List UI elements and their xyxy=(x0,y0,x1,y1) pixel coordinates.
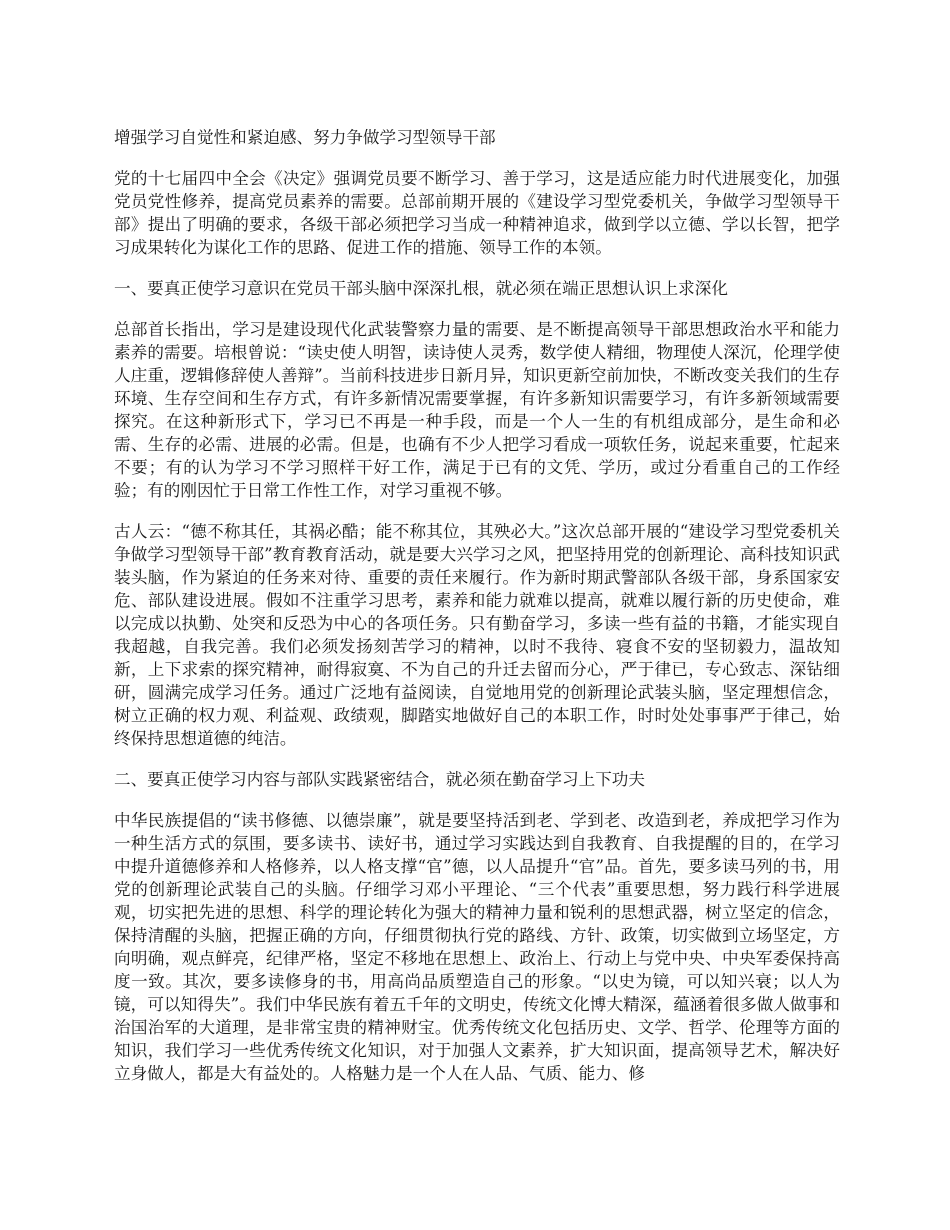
body-paragraph: 总部首长指出，学习是建设现代化武装警察力量的需要、是不断提高领导干部思想政治水平和能力素养的需要。培根曾说：“读史使人明智，读诗使人灵秀，数学使人精细，物理使人深沉，伦理学使人庄重，逻辑修辞使人善辩”。当前科技进步日新月异，知识更新空前加快，不断改变关我们的生存环境、生存空间和生存方式，有许多新情况需要掌握，有许多新知识需要学习，有许多新领域需要探究。在这种新形式下，学习已不再是一种手段，而是一个人一生的有机组成部分，是生命和必需、生存的必需、进展的必需。但是，也确有不少人把学习看成一项软任务，说起来重要，忙起来不要；有的认为学习不学习照样干好工作，满足于已有的文凭、学历，或过分看重自己的工作经验；有的刚因忙于日常工作性工作，对学习重视不够。 xyxy=(114,320,840,500)
body-paragraph: 中华民族提倡的“读书修德、以德崇廉”，就是要坚持活到老、学到老、改造到老，养成把学习作为一种生活方式的氛围，要多读书、读好书，通过学习实践达到自我教育、自我提醒的目的，在学习中提升道德修养和人格修养，以人格支撑“官”德，以人品提升“官”品。首先，要多读马列的书，用党的创新理论武装自己的头脑。仔细学习邓小平理论、“三个代表”重要思想，努力践行科学进展观，切实把先进的思想、科学的理论转化为强大的精神力量和锐利的思想武器，树立坚定的信念，保持清醒的头脑，把握正确的方向，仔细贯彻执行党的路线、方针、政策，切实做到立场坚定，方向明确，观点鲜亮，纪律严格，坚定不移地在思想上、政治上、行动上与党中央、中央军委保持高度一致。其次，要多读修身的书，用高尚品质塑造自己的形象。“以史为镜，可以知兴衰；以人为镜，可以知得失”。我们中华民族有着五千年的文明史，传统文化博大精深，蕴涵着很多做人做事和治国治军的大道理，是非常宝贵的精神财宝。优秀传统文化包括历史、文学、哲学、伦理等方面的知识，我们学习一些优秀传统文化知识，对于加强人文素养，扩大知识面，提高领导艺术，解决好立身做人，都是大有益处的。人格魅力是一个人在人品、气质、能力、修 xyxy=(114,811,840,1083)
section-heading-2: 二、要真正使学习内容与部队实践紧密结合，就必须在勤奋学习上下功夫 xyxy=(114,770,645,789)
document-page xyxy=(114,126,840,1103)
intro-paragraph: 党的十七届四中全会《决定》强调党员要不断学习、善于学习，这是适应能力时代进展变化，加强党员党性修养，提高党员素养的需要。总部前期开展的《建设学习型党委机关，争做学习型领导干部》提出了明确的要求，各级干部必须把学习当成一种精神追求，做到学以立德、学以长智，把学习成果转化为谋化工作的思路、促进工作的措施、领导工作的本领。 xyxy=(114,169,840,257)
document-title: 增强学习自觉性和紧迫感、努力争做学习型领导干部 xyxy=(114,128,496,147)
body-paragraph: 古人云：“德不称其任，其祸必酷；能不称其位，其殃必大。”这次总部开展的“建设学习型党委机关争做学习型领导干部”教育教育活动，就是要大兴学习之风，把坚持用党的创新理论、高科技知识武装头脑，作为紧迫的任务来对待、重要的责任来履行。作为新时期武警部队各级干部，身系国家安危、部队建设进展。假如不注重学习思考，素养和能力就难以提高，就难以履行新的历史使命，难以完成以执勤、处突和反恐为中心的各项任务。只有勤奋学习，多读一些有益的书籍，才能实现自我超越，自我完善。我们必须发扬刻苦学习的精神，以时不我待、寝食不安的坚韧毅力，温故知新，上下求索的探究精神，耐得寂寞、不为自己的升迁去留而分心，严于律已，专心致志、深钻细研，圆满完成学习任务。通过广泛地有益阅读，自觉地用党的创新理论武装头脑，坚定理想信念，树立正确的权力观、利益观、政绩观，脚踏实地做好自己的本职工作，时时处处事事严于律己，始终保持思想道德的纯洁。 xyxy=(114,522,840,748)
section-heading-1: 一、要真正使学习意识在党员干部头脑中深深扎根，就必须在端正思想认识上求深化 xyxy=(114,279,728,298)
